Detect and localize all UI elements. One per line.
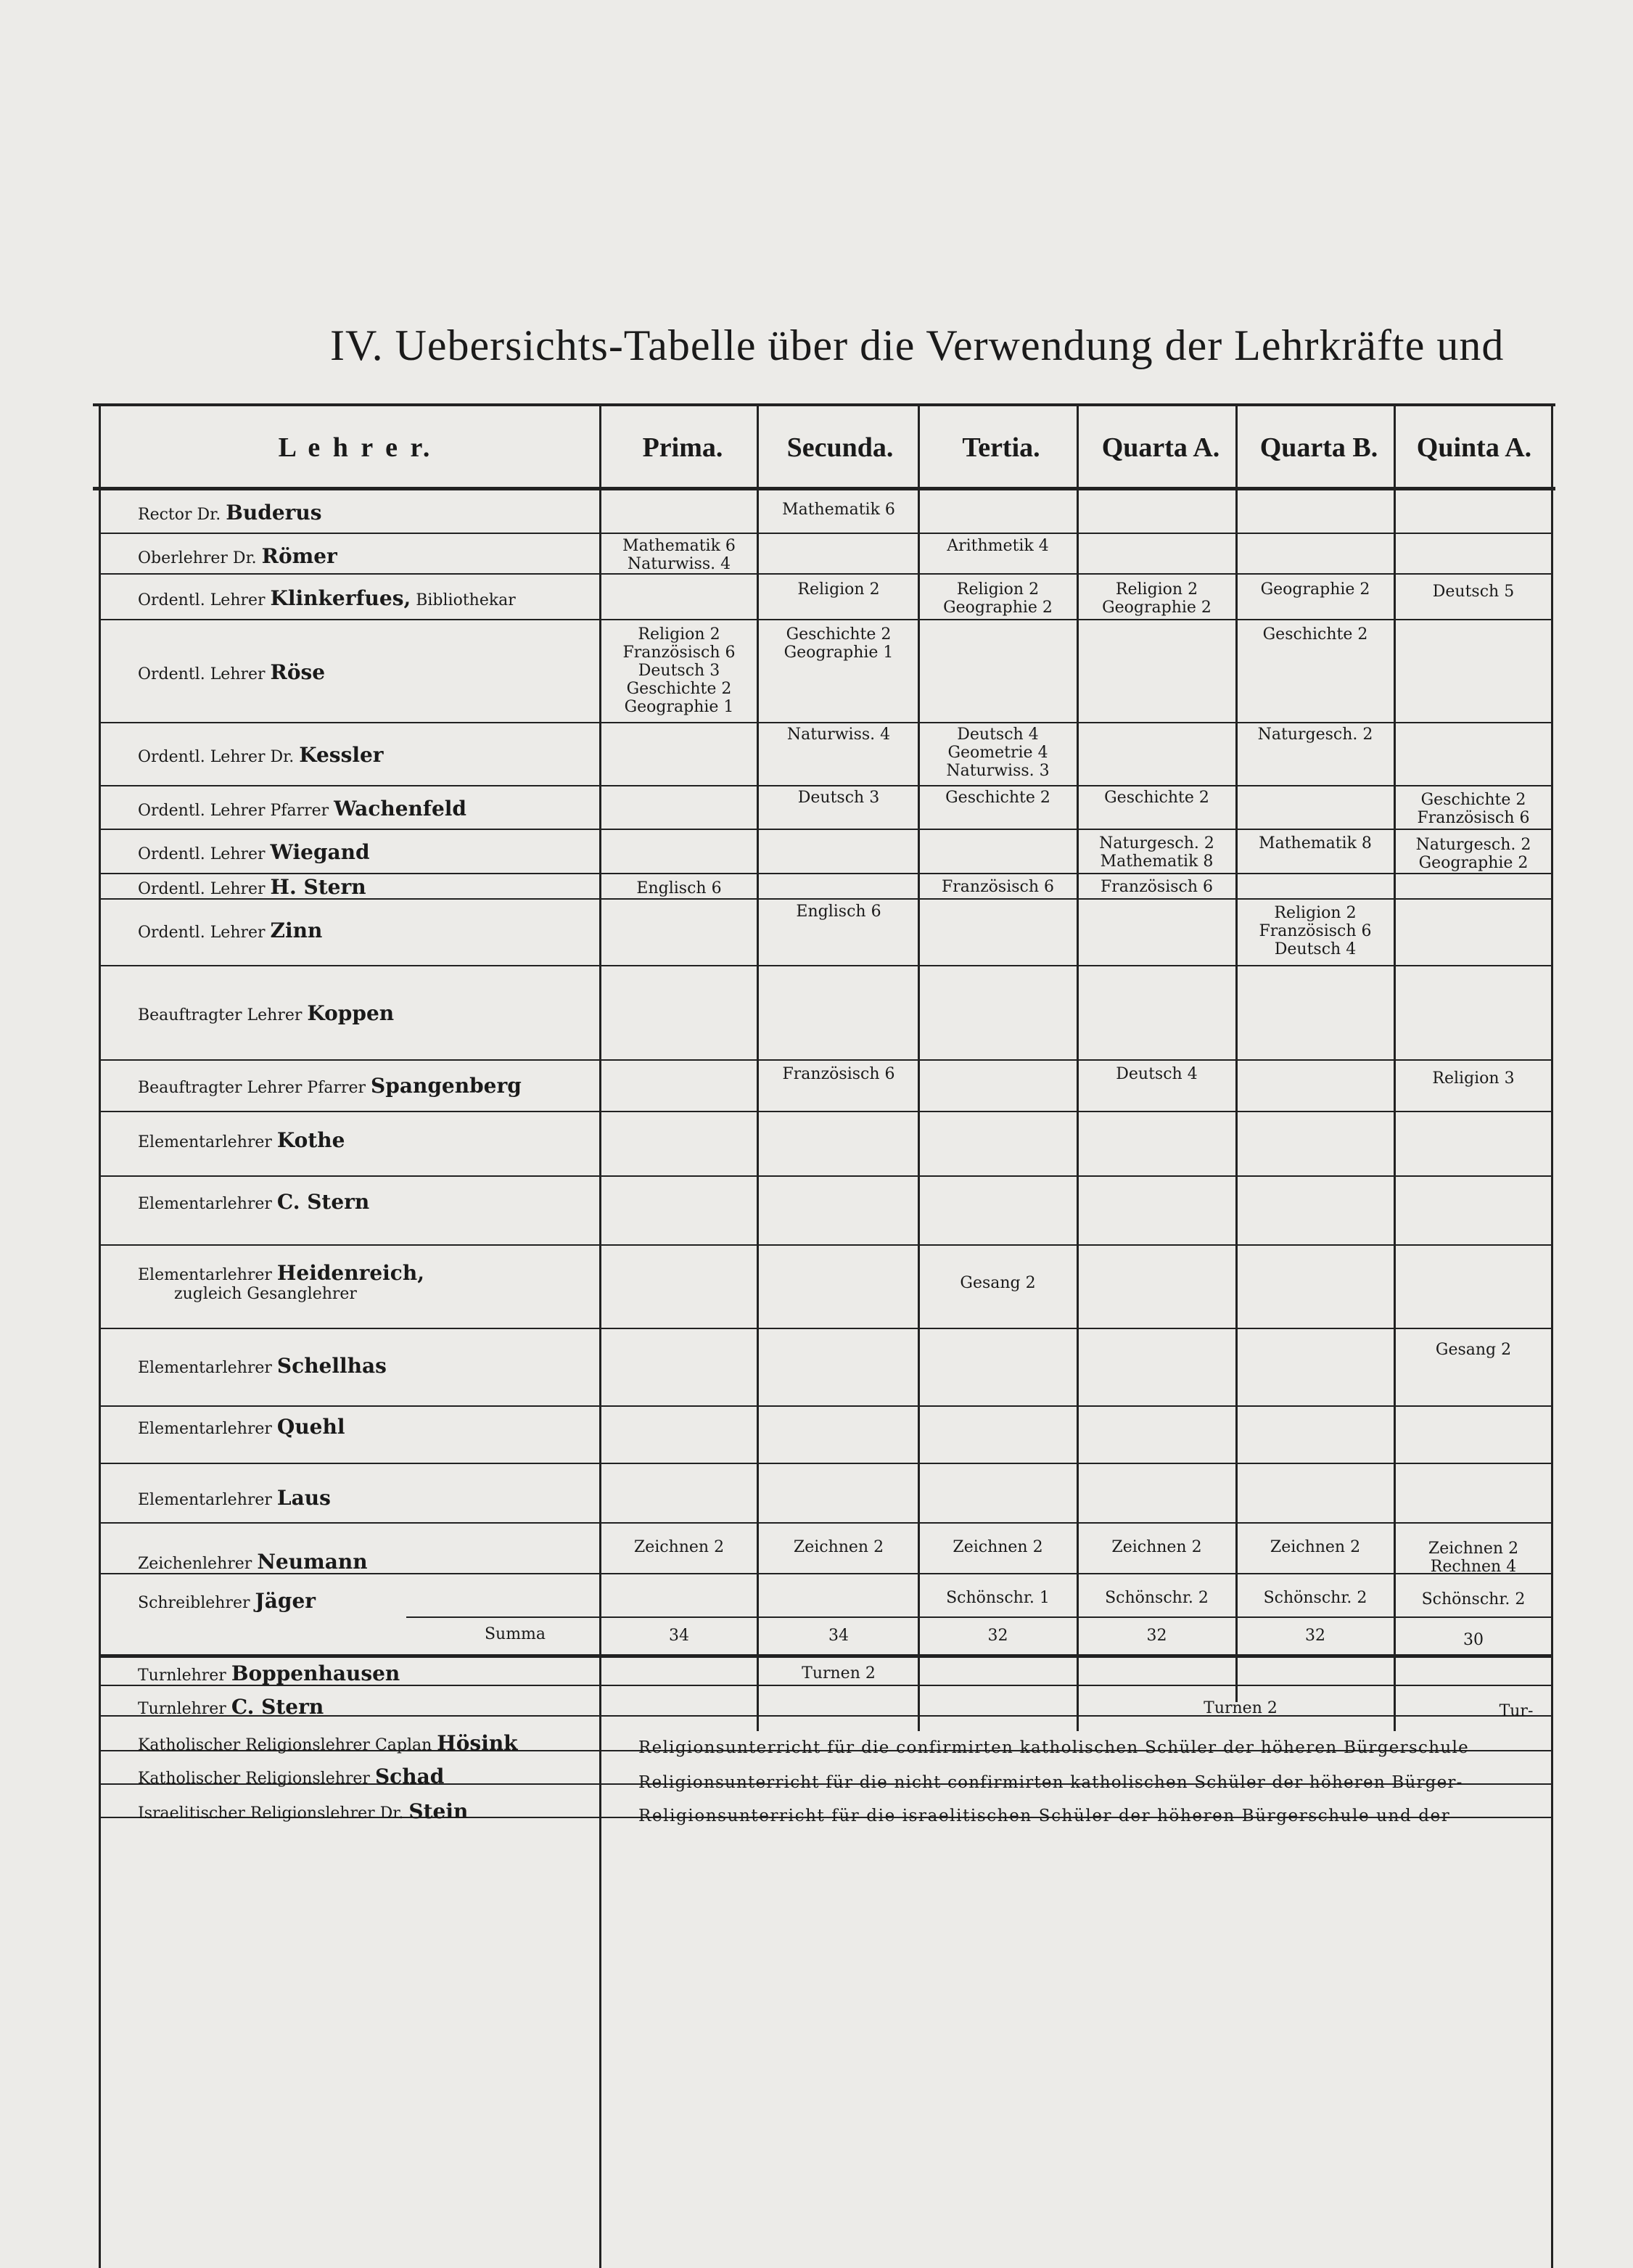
cell-quinta-a: Schönschr. 2 [1421, 1590, 1526, 1608]
cell-turnen-continued: Tur- [1499, 1702, 1534, 1720]
header-quarta-a: Quarta A. [1101, 432, 1220, 463]
row-line [99, 1328, 1552, 1329]
header-quinta-a: Quinta A. [1416, 432, 1532, 463]
summa-line [406, 1616, 1552, 1618]
religion-row-hoesink: Religionsunterricht für die confirmirten katholischen Schüler der höheren Bürgerschule [638, 1738, 1470, 1757]
teacher-h-stern: Ordentl. Lehrer H. Stern [138, 875, 366, 899]
cell-secunda: Zeichnen 2 [793, 1538, 884, 1556]
teacher-stein: Israelitischer Religionslehrer Dr. Stein [138, 1799, 469, 1823]
cell-quarta-b: Schönschr. 2 [1263, 1589, 1367, 1607]
row-line [99, 533, 1552, 534]
cell-turnen-c-stern: Turnen 2 [1204, 1699, 1278, 1717]
cell-quarta-a: Deutsch 4 [1116, 1065, 1198, 1083]
cell-quarta-b: Mathematik 8 [1259, 834, 1372, 852]
cell-quinta-a: Religion 3 [1432, 1069, 1515, 1088]
teacher-laus: Elementarlehrer Laus [138, 1486, 331, 1510]
teacher-spangenberg: Beauftragter Lehrer Pfarrer Spangenberg [138, 1074, 522, 1098]
cell-tertia: Zeichnen 2 [953, 1538, 1043, 1556]
cell-secunda: Deutsch 3 [797, 789, 880, 807]
cell-quarta-b: Zeichnen 2 [1270, 1538, 1361, 1556]
header-prima: Prima. [642, 432, 723, 463]
cell-secunda: Französisch 6 [782, 1065, 895, 1083]
cell-quarta-a: Schönschr. 2 [1105, 1589, 1209, 1607]
header-tertia: Tertia. [962, 432, 1040, 463]
cell-quarta-b: Naturgesch. 2 [1257, 726, 1373, 744]
table-top-border [93, 403, 1555, 406]
cell-quarta-a: Naturgesch. 2 Mathematik 8 [1099, 834, 1214, 871]
row-line [99, 1405, 1552, 1407]
teacher-wachenfeld: Ordentl. Lehrer Pfarrer Wachenfeld [138, 797, 466, 821]
teacher-zinn: Ordentl. Lehrer Zinn [138, 919, 323, 942]
summa-label: Summa [484, 1625, 546, 1643]
teacher-schad: Katholischer Religionslehrer Schad [138, 1764, 445, 1788]
cell-secunda: Englisch 6 [796, 903, 881, 921]
row-line [99, 1463, 1552, 1464]
summa-prima: 34 [669, 1627, 689, 1645]
header-bottom-border [93, 487, 1555, 490]
left-border [99, 403, 101, 2268]
teacher-c-stern: Elementarlehrer C. Stern [138, 1190, 370, 1214]
cell-quinta-a: Deutsch 5 [1432, 583, 1515, 601]
teacher-wiegand: Ordentl. Lehrer Wiegand [138, 840, 370, 864]
summa-tertia: 32 [987, 1627, 1008, 1645]
teacher-roemer: Oberlehrer Dr. Römer [138, 544, 337, 568]
teacher-heidenreich: Elementarlehrer Heidenreich, zugleich Gesanglehrer [138, 1261, 424, 1303]
teacher-quehl: Elementarlehrer Quehl [138, 1415, 345, 1439]
row-line [99, 785, 1552, 786]
cell-tertia: Schönschr. 1 [946, 1589, 1050, 1607]
cell-quarta-b: Geschichte 2 [1262, 625, 1368, 644]
teacher-schellhas: Elementarlehrer Schellhas [138, 1354, 387, 1378]
teacher-koppen: Beauftragter Lehrer Koppen [138, 1001, 395, 1025]
summa-quarta-b: 32 [1305, 1627, 1325, 1645]
cell-tertia: Geschichte 2 [945, 789, 1050, 807]
cell-prima: Englisch 6 [636, 879, 722, 897]
cell-quarta-a: Geschichte 2 [1104, 789, 1209, 807]
summa-quinta-a: 30 [1463, 1631, 1484, 1649]
header-lehrer: L e h r e r. [278, 432, 433, 463]
row-line [99, 1522, 1552, 1524]
row-line [99, 965, 1552, 966]
religion-row-schad: Religionsunterricht für die nicht confirmirten katholischen Schüler der höheren Bürger- [638, 1773, 1463, 1792]
row-line [99, 1244, 1552, 1246]
summa-quarta-a: 32 [1146, 1627, 1167, 1645]
cell-secunda: Naturwiss. 4 [786, 726, 891, 744]
teacher-boppenhausen: Turnlehrer Boppenhausen [138, 1661, 400, 1685]
row-line [99, 1059, 1552, 1061]
cell-secunda: Geschichte 2 Geographie 1 [783, 625, 894, 662]
cell-quinta-a: Geschichte 2 Französisch 6 [1417, 791, 1530, 827]
cell-secunda: Religion 2 [797, 580, 880, 599]
teacher-roese: Ordentl. Lehrer Röse [138, 660, 326, 684]
teacher-neumann: Zeichenlehrer Neumann [138, 1550, 368, 1574]
teacher-turn-c-stern: Turnlehrer C. Stern [138, 1695, 324, 1719]
teacher-klinkerfues: Ordentl. Lehrer Klinkerfues, Bibliothekar [138, 586, 516, 610]
cell-quinta-a: Zeichnen 2 Rechnen 4 [1428, 1540, 1519, 1576]
cell-prima: Mathematik 6 Naturwiss. 4 [622, 537, 736, 573]
cell-gesang-span: Gesang 2 [960, 1274, 1036, 1292]
cell-secunda: Mathematik 6 [782, 501, 895, 519]
teacher-hoesink: Katholischer Religionslehrer Caplan Hösink [138, 1731, 518, 1755]
cell-quarta-a: Zeichnen 2 [1111, 1538, 1202, 1556]
cell-quarta-a: Religion 2 Geographie 2 [1102, 580, 1212, 617]
summa-bottom-border [99, 1654, 1552, 1658]
cell-tertia: Französisch 6 [942, 878, 1054, 896]
cell-quinta-a: Naturgesch. 2 Geographie 2 [1415, 836, 1531, 872]
teacher-kothe: Elementarlehrer Kothe [138, 1128, 345, 1152]
col-divider-quarta-b [1394, 403, 1396, 1731]
right-border [1551, 403, 1553, 2268]
cell-tertia: Arithmetik 4 [947, 537, 1049, 555]
teacher-jaeger: Schreiblehrer Jäger [138, 1589, 316, 1613]
row-line [99, 722, 1552, 723]
cell-quarta-b: Geographie 2 [1260, 580, 1370, 599]
cell-prima: Religion 2 Französisch 6 Deutsch 3 Geschichte 2 Geographie 1 [622, 625, 736, 716]
teacher-buderus: Rector Dr. Buderus [138, 501, 322, 525]
row-line [99, 873, 1552, 874]
header-quarta-b: Quarta B. [1259, 432, 1378, 463]
row-line [99, 829, 1552, 830]
row-line [99, 1175, 1552, 1177]
page-title: IV. Uebersichts-Tabelle über die Verwendung der Lehrkräfte und [330, 321, 1505, 369]
row-line [99, 1111, 1552, 1112]
row-line [99, 619, 1552, 620]
teacher-kessler: Ordentl. Lehrer Dr. Kessler [138, 743, 384, 767]
cell-quarta-b: Religion 2 Französisch 6 Deutsch 4 [1259, 904, 1372, 958]
summa-secunda: 34 [828, 1627, 849, 1645]
header-secunda: Secunda. [786, 432, 894, 463]
religion-row-stein: Religionsunterricht für die israelitischen Schüler der höheren Bürgerschule und der [638, 1807, 1451, 1825]
cell-turnen-boppenhausen: Turnen 2 [802, 1664, 876, 1682]
cell-quinta-a: Gesang 2 [1435, 1341, 1512, 1359]
row-line [99, 573, 1552, 575]
cell-quarta-a: Französisch 6 [1101, 878, 1213, 896]
col-divider-lehrer [599, 403, 601, 2268]
cell-prima: Zeichnen 2 [633, 1538, 725, 1556]
cell-tertia: Deutsch 4 Geometrie 4 Naturwiss. 3 [946, 726, 1050, 780]
cell-tertia: Religion 2 Geographie 2 [943, 580, 1053, 617]
